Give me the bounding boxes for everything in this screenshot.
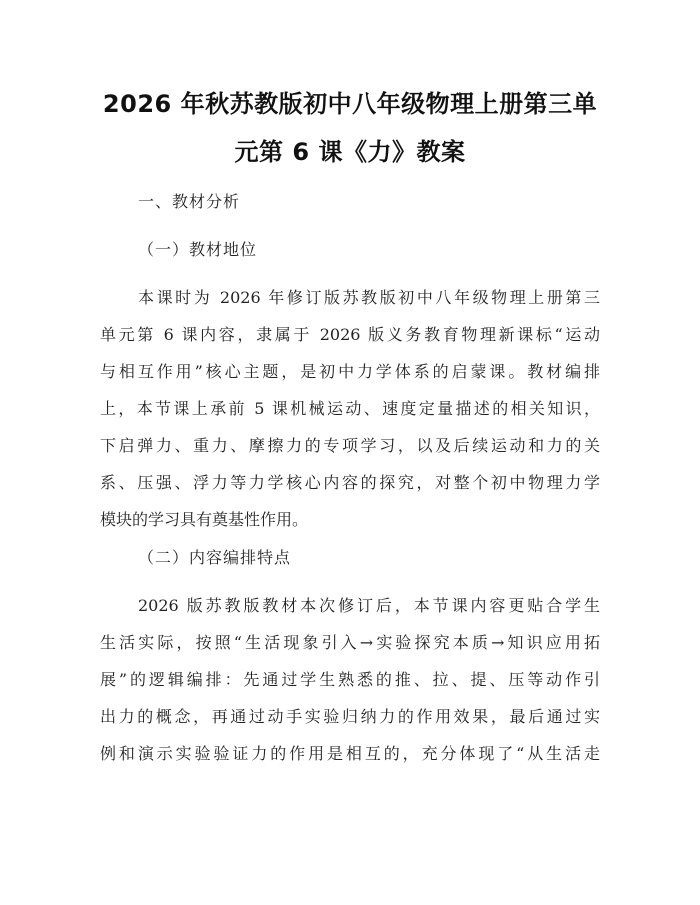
paragraph-line: 上，本节课上承前 5 课机械运动、速度定量描述的相关知识， [100, 399, 600, 418]
subsection-heading-content-features: （二）内容编排特点 [138, 548, 292, 567]
paragraph-line: 本课时为 2026 年修订版苏教版初中八年级物理上册第三 [138, 288, 600, 307]
paragraph-line: 单元第 6 课内容，隶属于 2026 版义务教育物理新课标“运动 [100, 325, 600, 344]
subsection-heading-textbook-position: （一）教材地位 [138, 240, 258, 259]
paragraph-textbook-position [100, 279, 600, 538]
document-title-line-2: 元第 6 课《力》教案 [234, 138, 466, 166]
section-heading-textbook-analysis: 一、教材分析 [138, 192, 241, 211]
paragraph-line: 模块的学习具有奠基性作用。 [100, 510, 309, 529]
paragraph-line: 下启弹力、重力、摩擦力的专项学习，以及后续运动和力的关 [100, 436, 600, 455]
paragraph-line: 展”的逻辑编排：先通过学生熟悉的推、拉、提、压等动作引 [100, 670, 600, 689]
paragraph-line: 系、压强、浮力等力学核心内容的探究，对整个初中物理力学 [100, 473, 600, 492]
paragraph-line: 与相互作用”核心主题，是初中力学体系的启蒙课。教材编排 [100, 362, 600, 381]
paragraph-line: 2026 版苏教版教材本次修订后，本节课内容更贴合学生 [138, 596, 600, 615]
paragraph-content-features [100, 587, 600, 772]
document-title-line-1: 2026 年秋苏教版初中八年级物理上册第三单 [102, 90, 598, 118]
paragraph-line: 出力的概念，再通过动手实验归纳力的作用效果，最后通过实 [100, 707, 600, 726]
paragraph-line: 例和演示实验验证力的作用是相互的，充分体现了“从生活走 [100, 744, 600, 763]
paragraph-line: 生活实际，按照“生活现象引入→实验探究本质→知识应用拓 [100, 633, 600, 652]
